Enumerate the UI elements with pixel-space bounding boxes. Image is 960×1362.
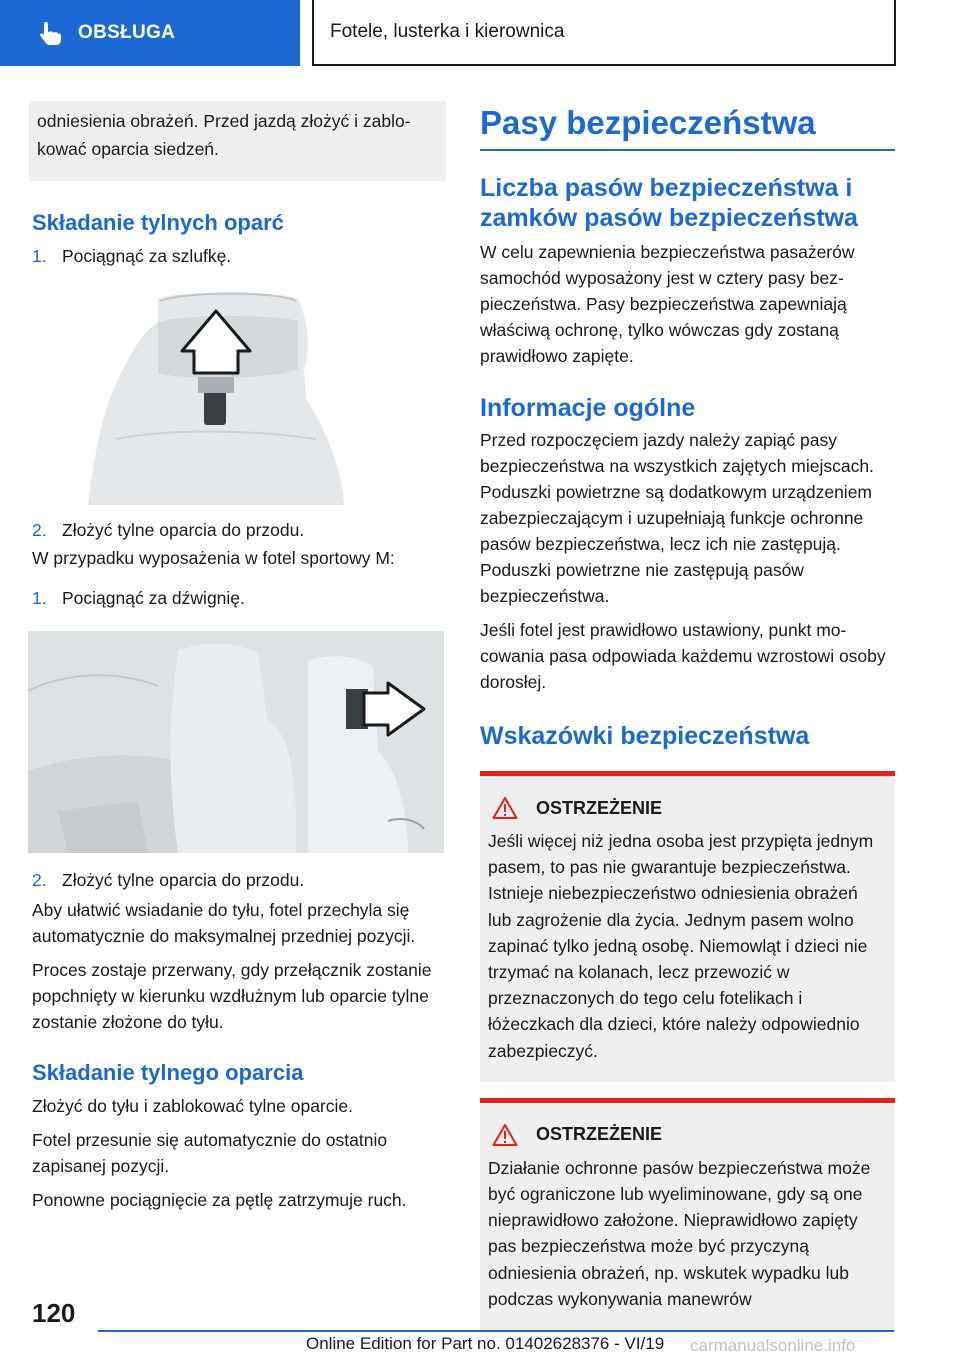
warning-header <box>488 796 881 820</box>
right-column <box>480 101 895 1330</box>
hand-pointer-icon <box>36 19 64 47</box>
step-item <box>32 517 446 543</box>
para-general-1: Przed rozpoczęciem jazdy należy zapiąć pasy bezpieczeństwa na wszystkich zajętych miejscach. Poduszki powietrzne są dodatkowym urządzeniem zabezpieczającym i uzupełniają funkcje ochronne pasów bezpieczeństwa, lecz ich nie zastępują. Poduszki powietrzne nie zastępują pasów bezpieczeństwa. <box>480 430 874 606</box>
left-column <box>32 101 446 1213</box>
warning-title: OSTRZEŻENIE <box>536 1124 663 1145</box>
step-item <box>32 243 446 269</box>
step-text: Złożyć tylne oparcia do przodu. <box>62 520 305 540</box>
chapter-tab[interactable] <box>312 0 896 66</box>
para-process-interrupted: Proces zostaje przerwany, gdy przełącznik zostanie popchnięty w kierunku wzdłużnym lub oparcie tylne zostanie złożone do tyłu. <box>32 960 432 1032</box>
main-heading: Pasy bezpieczeństwa <box>480 101 895 151</box>
warning-text: Jeśli więcej niż jedna osoba jest przypięta jednym pasem, to pas nie gwarantuje bezpieczeństwa. Istnieje niebezpieczeństwo odniesienia obrażeń lub zagrożenie dla życia. Jednym pasem wolno zapinać tylko jedną osobę. Niemowląt i dzieci nie trzymać na kolanach, lecz przewozić w przeznaczonych do tego celu fotelikach i łóżeczkach dla dzieci, które należy odpowiednio zabezpieczyć. <box>488 831 874 1061</box>
sport-seat-lever-illustration <box>28 631 444 853</box>
heading-belt-count: Liczba pasów bezpieczeństwa i zamków pasów bezpieczeństwa <box>480 174 858 232</box>
para-general-2: Jeśli fotel jest prawidłowo ustawiony, punkt mocowania pasa odpowiada każdemu wzrostowi osoby dorosłej. <box>480 620 886 692</box>
warning-box <box>480 771 895 1082</box>
watermark: carmanualsonline.info <box>690 1336 856 1355</box>
intro-text: odniesienia obrażeń. Przed jazdą złożyć i zablokować oparcia siedzeń. <box>37 111 411 159</box>
heading-fold-rear-backrest: Składanie tylnego oparcia <box>32 1060 304 1085</box>
para-belt-count: W celu zapewnienia bezpieczeństwa pasażerów samochód wyposażony jest w cztery pasy bezpieczeństwa. Pasy bezpieczeństwa zapewniają właściwą ochronę, tylko wówczas gdy zostaną prawidłowo zapięte. <box>480 242 855 366</box>
step-text: Pociągnąć za dźwignię. <box>62 588 245 608</box>
warning-triangle-icon <box>492 796 518 820</box>
step-number: 1. <box>32 588 47 608</box>
warning-header <box>488 1123 881 1147</box>
warning-triangle-icon <box>492 1123 518 1147</box>
step-text: Złożyć tylne oparcia do przodu. <box>62 870 305 890</box>
footer-divider <box>98 1330 894 1332</box>
warning-box <box>480 1098 895 1330</box>
page-header <box>0 0 960 66</box>
para-easy-entry: Aby ułatwić wsiadanie do tyłu, fotel przechyla się automatycznie do maksymalnej przedniej pozycji. <box>32 900 416 946</box>
step-item <box>32 867 446 893</box>
chapter-title: Fotele, lusterka i kierownica <box>330 21 565 42</box>
step-text: Pociągnąć za szlufkę. <box>62 246 232 266</box>
para-seat-moves: Fotel przesunie się automatycznie do ostatnio zapisanej pozycji. <box>32 1130 388 1176</box>
warning-text: Działanie ochronne pasów bezpieczeństwa może być ograniczone lub wyeliminowane, gdy są one nieprawidłowo założone. Nieprawidłowo zapięty pas bezpieczeństwa może być przyczyną odniesienia obrażeń, np. wskutek wypadku lub podczas wykonywania manewrów <box>488 1157 871 1309</box>
step-item <box>32 585 446 611</box>
para-sport-seat: W przypadku wyposażenia w fotel sportowy M: <box>32 548 395 568</box>
edition-text: Online Edition for Part no. 01402628376 - VI/19 <box>306 1334 665 1353</box>
page-number: 120 <box>32 1298 76 1328</box>
intro-box <box>29 101 446 181</box>
section-label: OBSŁUGA <box>78 22 176 43</box>
section-tab[interactable] <box>0 0 300 66</box>
para-stop-motion: Ponowne pociągnięcie za pętlę zatrzymuje ruch. <box>32 1190 407 1210</box>
headrest-loop-illustration <box>86 289 346 505</box>
step-number: 2. <box>32 870 47 890</box>
heading-general-info: Informacje ogólne <box>480 394 696 422</box>
warning-title: OSTRZEŻENIE <box>536 797 663 818</box>
step-number: 2. <box>32 520 47 540</box>
heading-safety-notes: Wskazówki bezpieczeństwa <box>480 722 810 750</box>
heading-fold-rear-backrests: Składanie tylnych oparć <box>32 210 284 235</box>
para-fold-back: Złożyć do tyłu i zablokować tylne oparcie. <box>32 1096 353 1116</box>
step-number: 1. <box>32 246 47 266</box>
